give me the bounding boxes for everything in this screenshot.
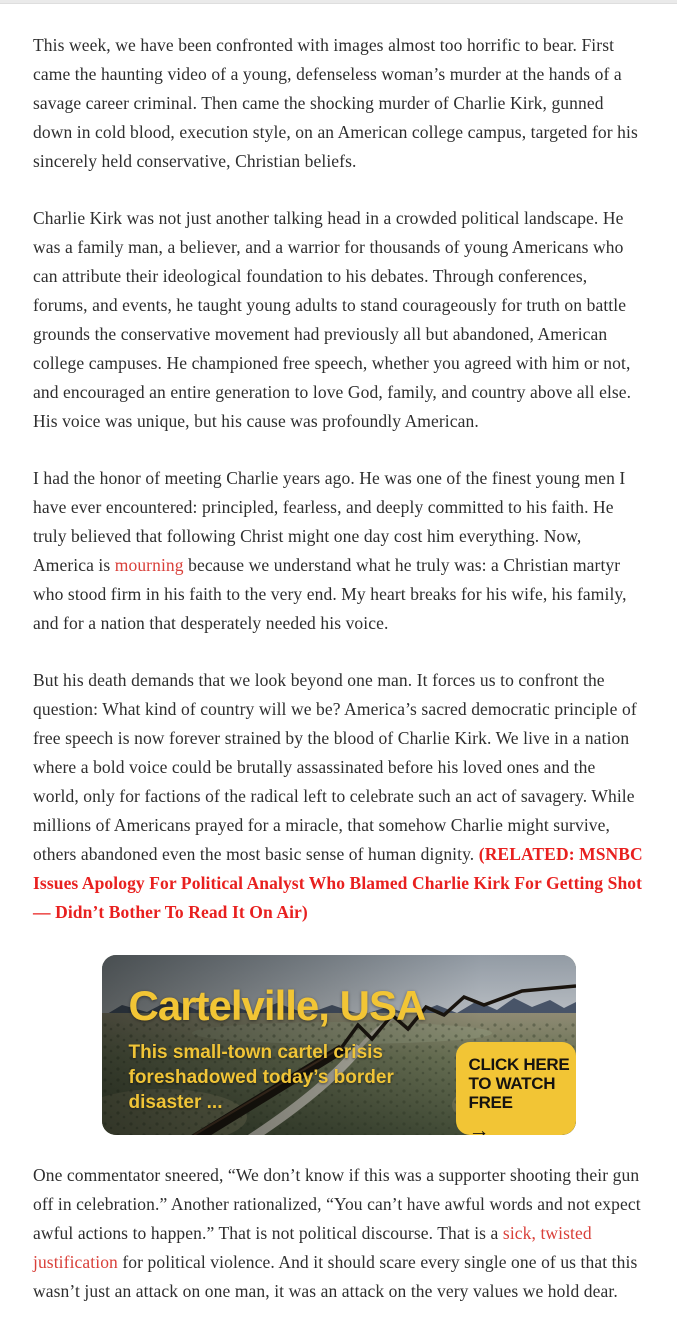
- banner-title: Cartelville, USA: [128, 982, 426, 1029]
- text-segment: I had the honor of meeting Charlie years ago. He was one of the finest young men I have ever encountered: principled, fearless, and deeply committed to his faith. He truly believed that following Christ might one day cost him everything. Now, America is: [33, 468, 626, 575]
- right-arrow-icon: →: [468, 1118, 490, 1135]
- text-segment: for political violence. And it should scare every single one of us that this wasn’t just an attack on one man, it was an attack on the very values we hold dear.: [33, 1252, 638, 1301]
- inline-link[interactable]: (RELATED: MSNBC Issues Apology For Political Analyst Who Blamed Charlie Kirk For Getting Shot — Didn’t Bother To Read It On Air): [33, 844, 643, 922]
- text-segment: But his death demands that we look beyond one man. It forces us to confront the question: What kind of country will we be? America’s sacred democratic principle of free speech is now forever strained by the blood of Charlie Kirk. We live in a nation where a bold voice could be brutally assassinated before his loved ones and the world, only for factions of the radical left to celebrate such an act of savagery. While millions of Americans prayed for a miracle, that somehow Charlie might survive, others abandoned even the most basic sense of human dignity.: [33, 670, 637, 864]
- paragraph: [33, 31, 644, 176]
- cta-line-3: FREE: [468, 1093, 513, 1113]
- promo-banner-cartelville[interactable]: [102, 955, 576, 1135]
- inline-link[interactable]: mourning: [114, 555, 184, 575]
- text-segment: because we understand what he truly was: a Christian martyr who stood firm in his faith to the very end. My heart breaks for his wife, his family, and for a nation that desperately needed his voice.: [33, 555, 627, 633]
- inline-link[interactable]: sick, twisted justification: [33, 1223, 592, 1272]
- article-body: [33, 4, 644, 1306]
- banner-subtitle: This small-town cartel crisis foreshadowed today’s border disaster ...: [128, 1042, 394, 1114]
- paragraph: [33, 464, 644, 638]
- cta-line-1: CLICK HERE: [468, 1055, 570, 1074]
- click-to-watch-button[interactable]: [456, 1042, 576, 1135]
- text-segment: One commentator sneered, “We don’t know if this was a supporter shooting their gun off in celebration.” Another rationalized, “You can’t have awful words and not expect awful actions to happen.” That is not political discourse. That is a: [33, 1165, 641, 1243]
- banner-text-block: [128, 982, 426, 1115]
- cta-line-2: TO WATCH: [468, 1074, 556, 1094]
- paragraph: [33, 204, 644, 436]
- text-segment: This week, we have been confronted with images almost too horrific to bear. First came the haunting video of a young, defenseless woman’s murder at the hands of a savage career criminal. Then came the shocking murder of Charlie Kirk, gunned down in cold blood, execution style, on an American college campus, targeted for his sincerely held conservative, Christian beliefs.: [33, 35, 638, 171]
- text-segment: Charlie Kirk was not just another talking head in a crowded political landscape. He was a family man, a believer, and a warrior for thousands of young Americans who can attribute their ideological foundation to his debates. Through conferences, forums, and events, he taught young adults to stand courageously for truth on battle grounds the conservative movement had previously all but abandoned, American college campuses. He championed free speech, whether you agreed with him or not, and encouraged an entire generation to love God, family, and country above all else. His voice was unique, but his cause was profoundly American.: [33, 208, 632, 431]
- paragraph: [33, 1161, 644, 1306]
- paragraph: [33, 666, 644, 927]
